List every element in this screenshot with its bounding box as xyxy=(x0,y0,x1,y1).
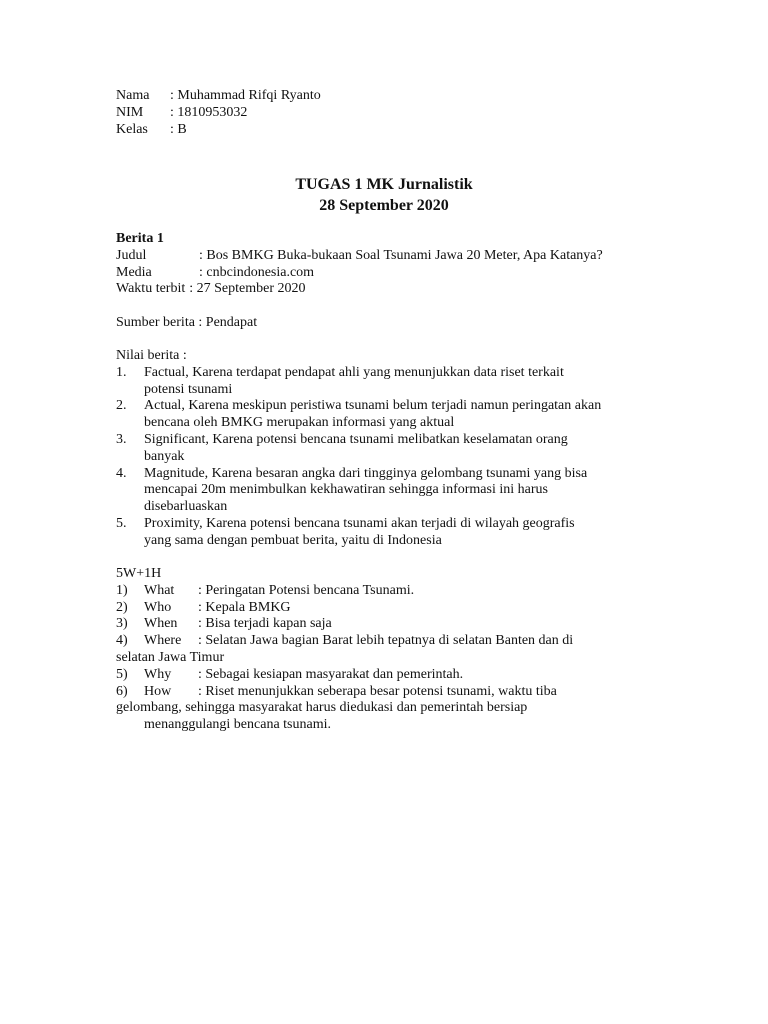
document-title: TUGAS 1 MK Jurnalistik xyxy=(295,176,473,193)
list-item xyxy=(116,667,656,684)
list-number: 1) xyxy=(116,582,128,598)
judul-label: Judul xyxy=(116,247,147,263)
nim-value: : 1810953032 xyxy=(170,104,248,120)
list-number: 2) xyxy=(116,599,128,615)
list-number: 4) xyxy=(116,633,128,649)
list-item xyxy=(116,616,656,633)
waktu-value: : 27 September 2020 xyxy=(189,281,306,297)
list-number: 5. xyxy=(116,515,127,531)
berita-block xyxy=(116,231,656,298)
waktu-row xyxy=(116,281,656,298)
sumber-berita: Sumber berita : Pendapat xyxy=(116,315,258,330)
list-text xyxy=(144,516,656,550)
list-text xyxy=(116,683,656,734)
answer-continuation: menanggulangi bencana tsunami. xyxy=(144,717,331,733)
list-text xyxy=(144,365,656,399)
question-word: How xyxy=(144,683,172,699)
list-item xyxy=(116,466,656,516)
question-word: Why xyxy=(144,666,172,682)
media-row xyxy=(116,265,656,282)
list-item xyxy=(116,365,656,399)
list-text xyxy=(144,616,656,633)
nama-value: : Muhammad Rifqi Ryanto xyxy=(170,88,321,103)
kelas-label: Kelas xyxy=(116,121,148,137)
answer-text: : Riset menunjukkan seberapa besar potensi tsunami, waktu tiba xyxy=(198,683,557,699)
kelas-value: : B xyxy=(170,121,187,137)
answer-text: : Sebagai kesiapan masyarakat dan pemerintah. xyxy=(198,666,464,682)
list-line: Factual, Karena terdapat pendapat ahli yang menunjukkan data riset terkait xyxy=(144,364,564,380)
nilai-berita-block xyxy=(116,348,656,550)
list-item xyxy=(116,583,656,600)
list-number: 3) xyxy=(116,616,128,632)
list-line: Actual, Karena meskipun peristiwa tsunami belum terjadi namun peringatan akan xyxy=(144,398,602,414)
list-line: potensi tsunami xyxy=(144,381,233,397)
answer-continuation: selatan Jawa Timur xyxy=(116,649,225,665)
list-line: bencana oleh BMKG merupakan informasi yang aktual xyxy=(144,415,455,431)
list-line: disebarluaskan xyxy=(144,499,228,515)
identity-block xyxy=(116,88,656,138)
list-item xyxy=(116,633,656,667)
media-value: : cnbcindonesia.com xyxy=(199,264,315,280)
list-number: 1. xyxy=(116,364,127,380)
list-text xyxy=(144,398,656,432)
media-label: Media xyxy=(116,264,152,280)
question-word: When xyxy=(144,616,178,632)
nim-label: NIM xyxy=(116,104,144,120)
list-text xyxy=(144,600,656,617)
answer-continuation: gelombang, sehingga masyarakat harus diedukasi dan pemerintah bersiap xyxy=(116,700,528,716)
list-line: mencapai 20m menimbulkan kekhawatiran sehingga informasi ini harus xyxy=(144,482,548,498)
judul-row xyxy=(116,248,656,265)
w5h1-heading: 5W+1H xyxy=(116,566,162,581)
nim-row xyxy=(116,105,656,122)
nama-row xyxy=(116,88,656,105)
list-line: Magnitude, Karena besaran angka dari tingginya gelombang tsunami yang bisa xyxy=(144,465,588,481)
list-item xyxy=(116,516,656,550)
list-line: Proximity, Karena potensi bencana tsunami akan terjadi di wilayah geografis xyxy=(144,515,575,531)
list-item xyxy=(116,398,656,432)
list-line: banyak xyxy=(144,448,185,464)
list-line: Significant, Karena potensi bencana tsunami melibatkan keselamatan orang xyxy=(144,431,568,447)
answer-text: : Kepala BMKG xyxy=(198,599,291,615)
judul-value: : Bos BMKG Buka-bukaan Soal Tsunami Jawa 20 Meter, Apa Katanya? xyxy=(199,247,603,263)
list-item xyxy=(116,684,656,734)
list-number: 6) xyxy=(116,683,128,699)
list-number: 2. xyxy=(116,398,127,414)
list-text xyxy=(144,432,656,466)
list-number: 4. xyxy=(116,465,127,481)
question-word: Where xyxy=(144,633,182,649)
berita-heading: Berita 1 xyxy=(116,231,164,246)
nama-label: Nama xyxy=(116,88,150,103)
w5h1-block xyxy=(116,566,656,734)
list-number: 5) xyxy=(116,666,128,682)
list-number: 3. xyxy=(116,431,127,447)
answer-text: : Selatan Jawa bagian Barat lebih tepatnya di selatan Banten dan di xyxy=(198,633,574,649)
kelas-row xyxy=(116,122,656,139)
list-text xyxy=(116,633,656,667)
waktu-label: Waktu terbit xyxy=(116,281,186,297)
question-word: What xyxy=(144,582,175,598)
question-word: Who xyxy=(144,599,172,615)
answer-text: : Peringatan Potensi bencana Tsunami. xyxy=(198,582,415,598)
list-item xyxy=(116,600,656,617)
nilai-heading: Nilai berita : xyxy=(116,348,187,363)
answer-text: : Bisa terjadi kapan saja xyxy=(198,616,332,632)
list-text xyxy=(144,667,656,684)
list-text xyxy=(144,583,656,600)
list-item xyxy=(116,432,656,466)
list-line: yang sama dengan pembuat berita, yaitu di Indonesia xyxy=(144,532,442,548)
document-date: 28 September 2020 xyxy=(319,197,449,214)
list-text xyxy=(144,466,656,516)
